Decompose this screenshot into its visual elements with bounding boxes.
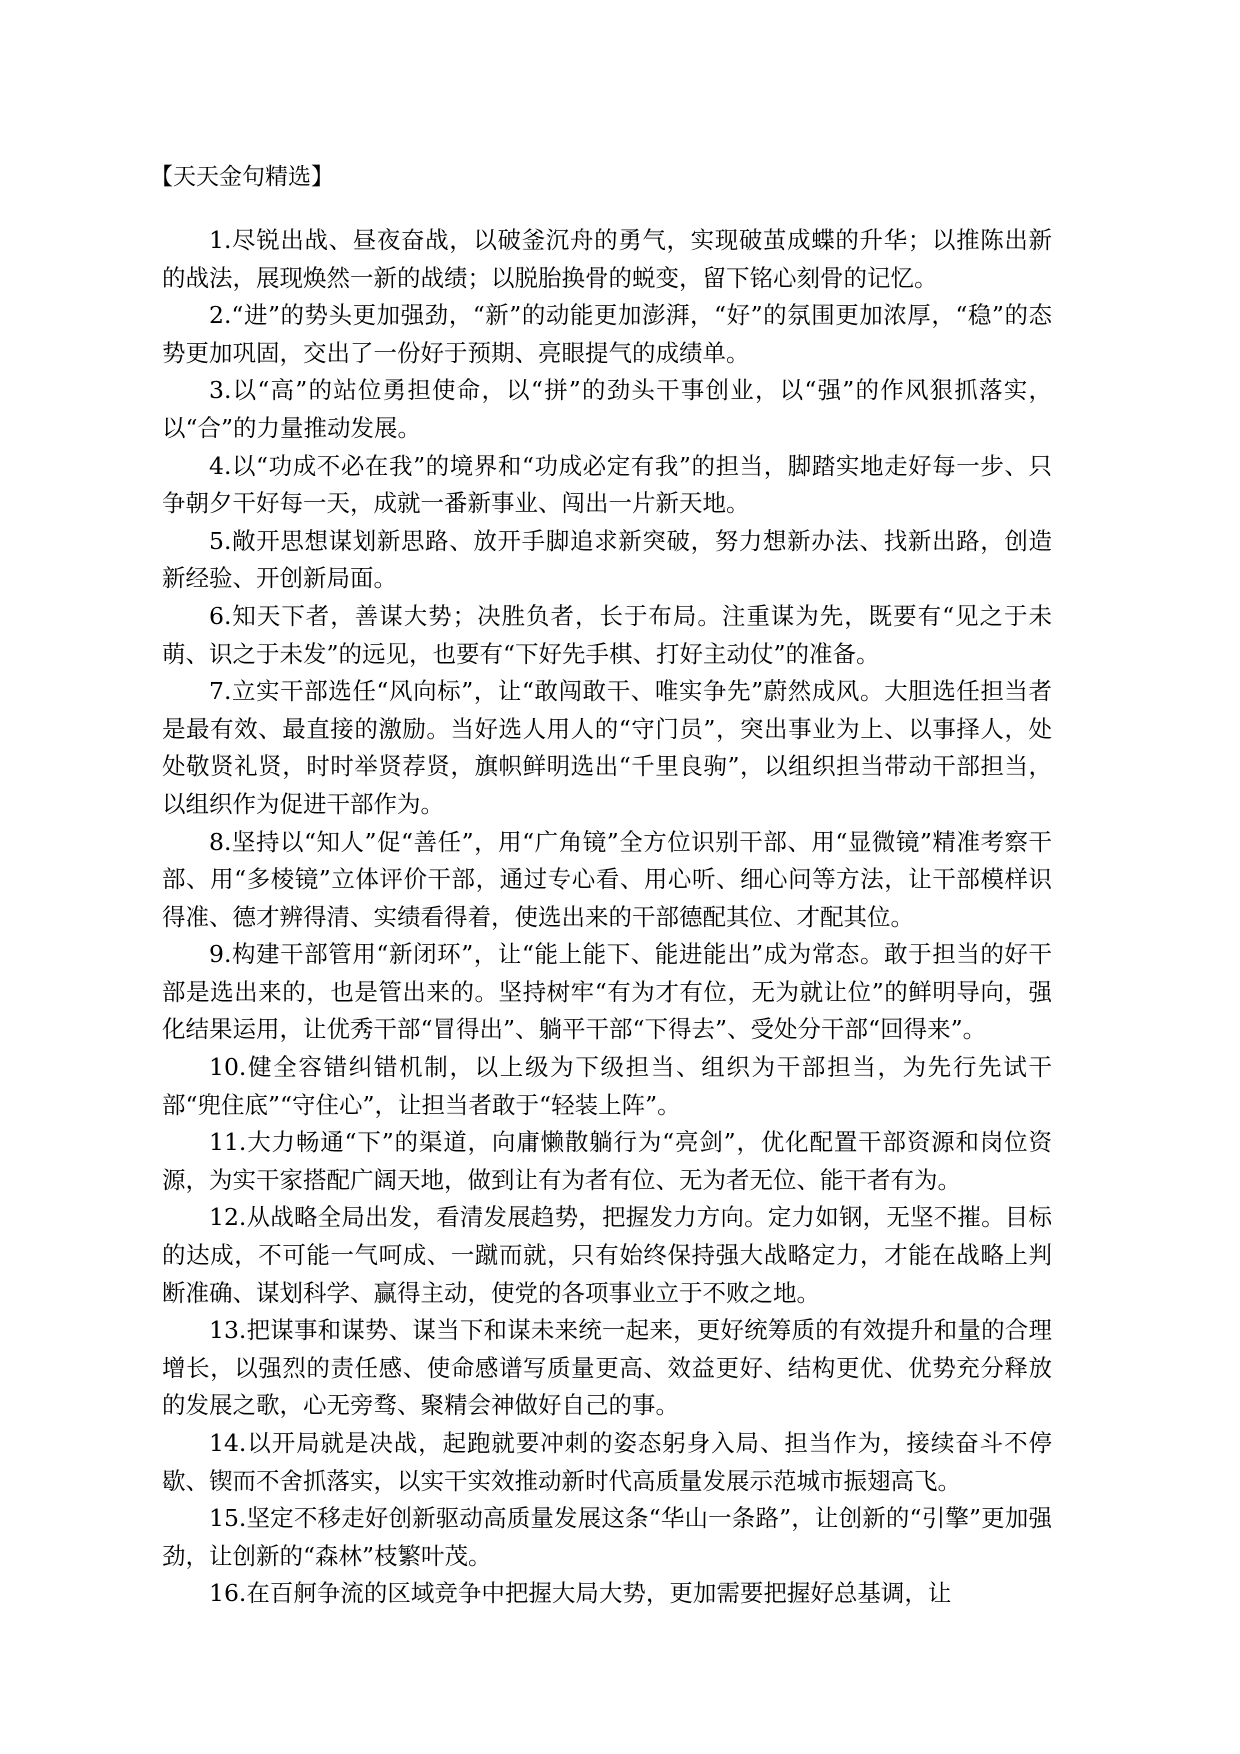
quote-item-8: 8.坚持以“知人”促“善任”，用“广角镜”全方位识别干部、用“显微镜”精准考察干部、用“多棱镜”立体评价干部，通过专心看、用心听、细心问等方法，让干部模样识得准、德才辨得清、实绩看得着，使选出来的干部德配其位、才配其位。 bbox=[162, 827, 1052, 931]
quote-item-5: 5.敞开思想谋划新思路、放开手脚追求新突破，努力想新办法、找新出路，创造新经验、开创新局面。 bbox=[162, 526, 1052, 593]
quote-item-15: 15.坚定不移走好创新驱动高质量发展这条“华山一条路”，让创新的“引擎”更加强劲，让创新的“森林”枝繁叶茂。 bbox=[162, 1504, 1052, 1570]
quote-item-14: 14.以开局就是决战，起跑就要冲刺的姿态躬身入局、担当作为，接续奋斗不停歇、锲而不舍抓落实，以实干实效推动新时代高质量发展示范城市振翅高飞。 bbox=[162, 1429, 1052, 1495]
quote-item-16: 16.在百舸争流的区域竞争中把握大局大势，更加需要把握好总基调，让 bbox=[209, 1579, 952, 1608]
quote-item-3: 3.以“高”的站位勇担使命，以“拼”的劲头干事创业，以“强”的作风狠抓落实，以“合”的力量推动发展。 bbox=[162, 376, 1052, 442]
quote-item-6: 6.知天下者，善谋大势；决胜负者，长于布局。注重谋为先，既要有“见之于未萌、识之于未发”的远见，也要有“下好先手棋、打好主动仗”的准备。 bbox=[162, 601, 1052, 668]
quote-item-2: 2.“进”的势头更加强劲，“新”的动能更加澎湃，“好”的氛围更加浓厚，“稳”的态势更加巩固，交出了一份好于预期、亮眼提气的成绩单。 bbox=[162, 301, 1052, 367]
quote-item-7: 7.立实干部选任“风向标”，让“敢闯敢干、唯实争先”蔚然成风。大胆选任担当者是最有效、最直接的激励。当好选人用人的“守门员”，突出事业为上、以事择人，处处敬贤礼贤，时时举贤荐贤，旗帜鲜明选出“千里良驹”，以组织担当带动干部担当，以组织作为促进干部作为。 bbox=[162, 677, 1052, 818]
quote-item-11: 11.大力畅通“下”的渠道，向庸懒散躺行为“亮剑”，优化配置干部资源和岗位资源，为实干家搭配广阔天地，做到让有为者有位、无为者无位、能干者有为。 bbox=[162, 1128, 1052, 1194]
document-heading: 【天天金句精选】 bbox=[150, 164, 334, 190]
quote-item-12: 12.从战略全局出发，看清发展趋势，把握发力方向。定力如钢，无坚不摧。目标的达成，不可能一气呵成、一蹴而就，只有始终保持强大战略定力，才能在战略上判断准确、谋划科学、赢得主动，使党的各项事业立于不败之地。 bbox=[162, 1203, 1052, 1307]
quote-list bbox=[162, 222, 1052, 1613]
quote-item-13: 13.把谋事和谋势、谋当下和谋未来统一起来，更好统筹质的有效提升和量的合理增长，以强烈的责任感、使命感谱写质量更高、效益更好、结构更优、优势充分释放的发展之歌，心无旁骛、聚精会神做好自己的事。 bbox=[162, 1316, 1052, 1420]
quote-item-1: 1.尽锐出战、昼夜奋战，以破釜沉舟的勇气，实现破茧成蝶的升华；以推陈出新的战法，展现焕然一新的战绩；以脱胎换骨的蜕变，留下铭心刻骨的记忆。 bbox=[162, 226, 1052, 292]
quote-item-4: 4.以“功成不必在我”的境界和“功成必定有我”的担当，脚踏实地走好每一步、只争朝夕干好每一天，成就一番新事业、闯出一片新天地。 bbox=[162, 451, 1052, 518]
quote-item-10: 10.健全容错纠错机制，以上级为下级担当、组织为干部担当，为先行先试干部“兜住底”“守住心”，让担当者敢于“轻装上阵”。 bbox=[162, 1053, 1052, 1119]
quote-item-9: 9.构建干部管用“新闭环”，让“能上能下、能进能出”成为常态。敢于担当的好干部是选出来的，也是管出来的。坚持树牢“有为才有位，无为就让位”的鲜明导向，强化结果运用，让优秀干部“冒得出”、躺平干部“下得去”、受处分干部“回得来”。 bbox=[162, 940, 1052, 1044]
